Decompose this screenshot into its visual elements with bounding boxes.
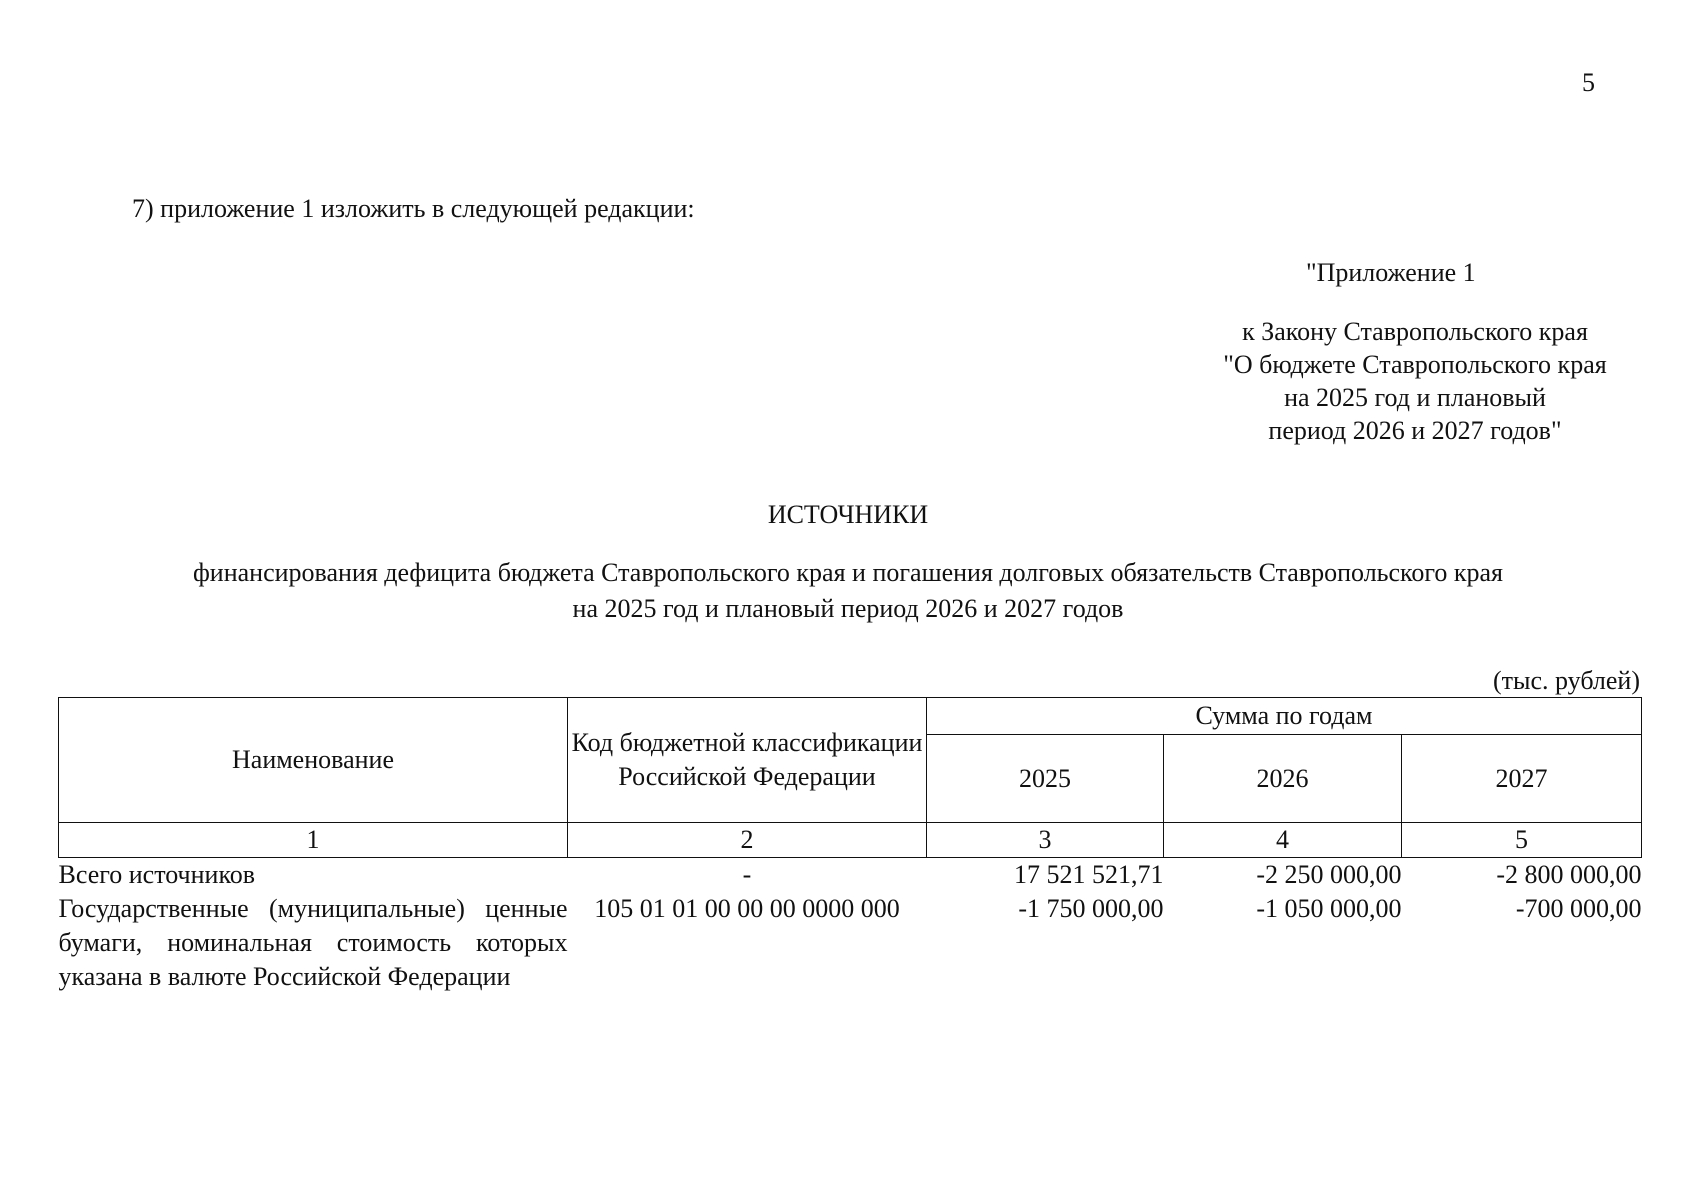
row-value-2025: -1 750 000,00 (1018, 894, 1164, 923)
row-value-2027: -700 000,00 (1515, 894, 1642, 923)
column-number: 4 (1164, 823, 1402, 858)
column-number: 5 (1402, 823, 1642, 858)
subtitle-line: на 2025 год и плановый период 2026 и 2027 годов (572, 594, 1124, 623)
header-name: Наименование (59, 698, 568, 823)
column-number: 3 (927, 823, 1164, 858)
appendix-line: на 2025 год и плановый (1284, 383, 1546, 412)
row-value-2027: -2 800 000,00 (1496, 860, 1642, 889)
appendix-line: "О бюджете Ставропольского края (1223, 350, 1607, 379)
column-number: 2 (568, 823, 927, 858)
header-code: Код бюджетной классификации Российской Федерации (568, 698, 927, 823)
intro-paragraph: 7) приложение 1 изложить в следующей редакции: (132, 194, 695, 223)
row-name: Всего источников (58, 860, 256, 889)
row-value-2026: -1 050 000,00 (1256, 894, 1402, 923)
row-code: 105 01 01 00 00 00 0000 000 (594, 894, 900, 923)
table-row (59, 858, 1642, 893)
header-year-2027: 2027 (1402, 735, 1642, 823)
column-number: 1 (59, 823, 568, 858)
header-sum-group: Сумма по годам (927, 698, 1642, 735)
row-value-2025: 17 521 521,71 (1014, 860, 1164, 889)
units-label: (тыс. рублей) (1492, 666, 1640, 695)
subtitle-line: финансирования дефицита бюджета Ставропольского края и погашения долговых обязательств Ставропольского края (192, 558, 1504, 587)
appendix-line: к Закону Ставропольского края (1242, 317, 1588, 346)
header-year-2025: 2025 (927, 735, 1164, 823)
table-row (59, 892, 1642, 994)
row-value-2026: -2 250 000,00 (1256, 860, 1402, 889)
sources-table (58, 697, 1642, 994)
document-subtitle (0, 555, 1696, 627)
header-year-2026: 2026 (1164, 735, 1402, 823)
appendix-title: "Приложение 1 (1306, 258, 1476, 287)
row-name: Государственные (муниципальные) ценные бумаги, номинальная стоимость которых указана в валюте Российской Федерации (58, 894, 568, 991)
document-title: ИСТОЧНИКИ (767, 500, 929, 529)
page-number: 5 (1582, 68, 1595, 97)
row-code: - (742, 860, 752, 889)
appendix-reference (1180, 315, 1650, 447)
appendix-line: период 2026 и 2027 годов" (1268, 416, 1562, 445)
